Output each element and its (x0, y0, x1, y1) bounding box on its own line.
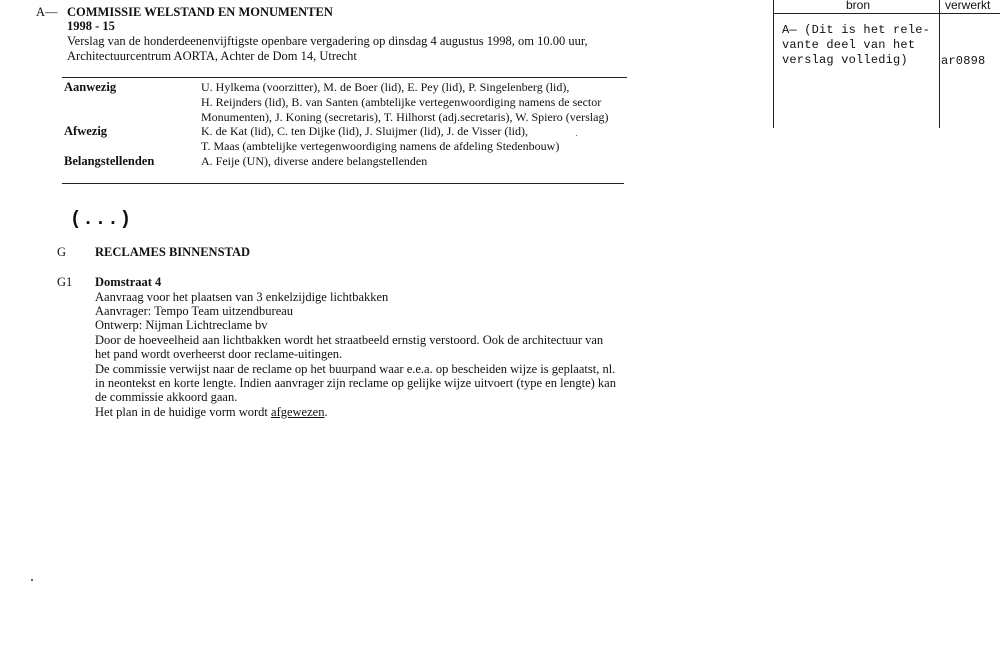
source-note-line: vante deel van het (782, 38, 916, 52)
item-line: Aanvrager: Tempo Team uitzendbureau (95, 304, 294, 318)
afwezig-line: K. de Kat (lid), C. ten Dijke (lid), J. Sluijmer (lid), J. de Visser (lid), (201, 124, 529, 138)
table-column-divider (939, 0, 940, 128)
table-border-left (773, 0, 774, 128)
column-header-verwerkt: verwerkt (945, 0, 991, 12)
section-title: RECLAMES BINNENSTAD (95, 245, 251, 259)
item-line: Door de hoeveelheid aan lichtbakken wordt het straatbeeld ernstig verstoord. Ook de architectuur van (95, 333, 604, 347)
item-line: De commissie verwijst naar de reclame op het buurpand waar e.e.a. op bescheiden wijze is geplaatst, nl. (95, 362, 616, 376)
scan-speck (31, 579, 33, 581)
item-line: het pand wordt overheerst door reclame-uitingen. (95, 347, 343, 361)
aanwezig-line: H. Reijnders (lid), B. van Santen (ambtelijke vertegenwoordiging namens de sector (201, 95, 602, 109)
aanwezig-line: Monumenten), J. Koning (secretaris), T. Hilhorst (adj.secretaris), W. Spiero (verslag) (201, 110, 609, 124)
scan-speck (576, 135, 577, 136)
meeting-location: Architectuurcentrum AORTA, Achter de Dom 14, Utrecht (67, 49, 357, 63)
belangstellenden-line: A. Feije (UN), diverse andere belangstellenden (201, 154, 428, 168)
item-title: Domstraat 4 (95, 275, 162, 289)
omission-ellipsis: (...) (70, 208, 133, 230)
table-header-divider (773, 13, 1000, 14)
divider-bottom (62, 183, 624, 184)
afwezig-line: T. Maas (ambtelijke vertegenwoordiging namens de afdeling Stedenbouw) (201, 139, 560, 153)
archive-code: ar0898 (941, 54, 986, 68)
column-header-bron: bron (846, 0, 871, 12)
aanwezig-label: Aanwezig (64, 80, 117, 94)
report-number: 1998 - 15 (67, 19, 115, 33)
item-line: Ontwerp: Nijman Lichtreclame bv (95, 318, 268, 332)
item-line: in neontekst en korte lengte. Indien aanvrager zijn reclame op gelijke wijze uitvoert (type en lengte) kan (95, 376, 616, 390)
verdict-prefix: Het plan in de huidige vorm wordt (95, 405, 272, 419)
verdict-word: afgewezen (271, 405, 325, 419)
item-line: de commissie akkoord gaan. (95, 390, 238, 404)
margin-marker: A— (36, 5, 58, 19)
aanwezig-line: U. Hylkema (voorzitter), M. de Boer (lid), E. Pey (lid), P. Singelenberg (lid), (201, 80, 570, 94)
belangstellenden-label: Belangstellenden (64, 154, 155, 168)
processing-table (773, 0, 1000, 128)
divider-top (62, 77, 627, 78)
verdict-line (95, 405, 328, 420)
section-code: G (57, 245, 67, 259)
document-title: COMMISSIE WELSTAND EN MONUMENTEN (67, 5, 333, 19)
meeting-description: Verslag van de honderdeenenvijftigste openbare vergadering op dinsdag 4 augustus 1998, om 10.00 uur, (67, 34, 588, 48)
source-note-line: verslag volledig) (782, 53, 908, 67)
item-line: Aanvraag voor het plaatsen van 3 enkelzijdige lichtbakken (95, 290, 389, 304)
source-note-line: A— (Dit is het rele- (782, 23, 931, 37)
verdict-suffix: . (324, 405, 328, 419)
afwezig-label: Afwezig (64, 124, 108, 138)
item-code: G1 (57, 275, 73, 289)
